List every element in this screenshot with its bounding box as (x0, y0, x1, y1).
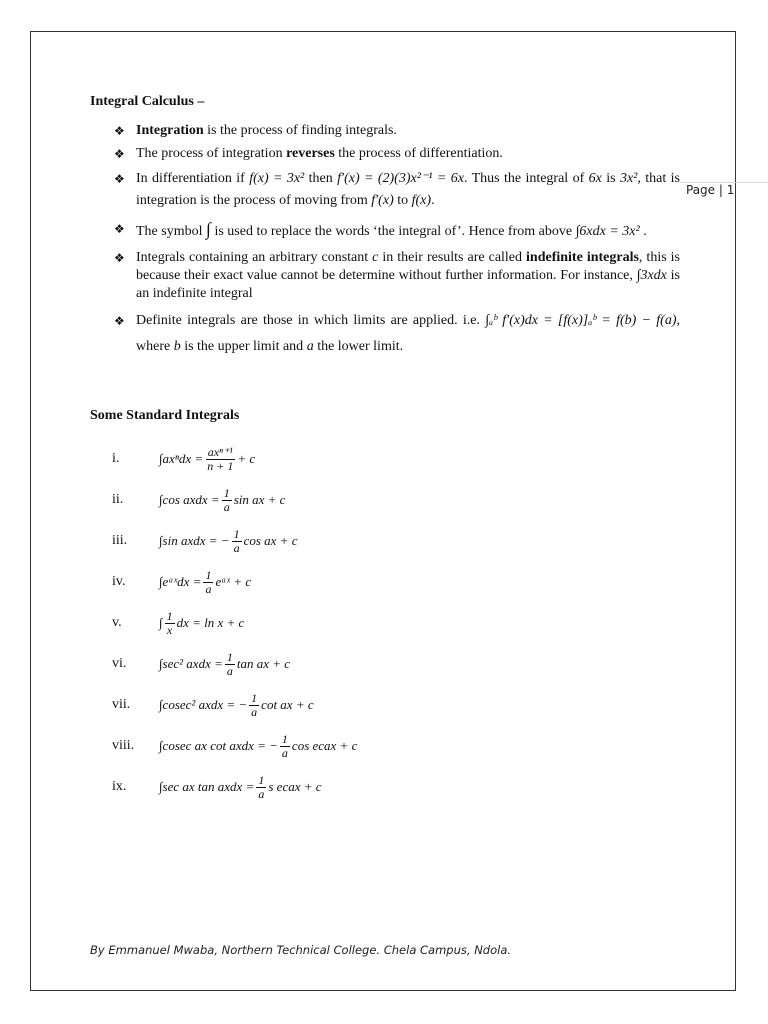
page-number: Page | 1 (686, 183, 735, 197)
bullet-list (114, 122, 680, 365)
math-expression: c (372, 250, 379, 265)
bold-term: Integration (136, 123, 204, 138)
formula: ∫sec² axdx = $\frac{1}{a}$ tan ax + c (159, 649, 291, 678)
formula: ∫sin axdx = − $\frac{1}{a}$ cos ax + c (159, 526, 298, 555)
formula-item: iv. ∫eᵃˣdx = $\frac{1}{a}$ eᵃˣ + c (112, 561, 512, 602)
formula-item: ix. ∫sec ax tan axdx = $\frac{1}{a}$ s ecax + c (112, 766, 512, 807)
standard-integrals-list (112, 438, 512, 807)
formula-item: v. ∫ $\frac{1}{x}$ dx = ln x + c (112, 602, 512, 643)
formula: ∫cosec² axdx = − $\frac{1}{a}$ cot ax + c (159, 690, 314, 719)
math-expression: f′(x) (371, 193, 394, 208)
bullet-item: ❖ Integrals containing an arbitrary constant c in their results are called indefinite integrals, this is because their exact value cannot be determine without further information. For instance, ∫3xdx is an indefinite integral (114, 250, 680, 301)
formula: ∫sec ax tan axdx = $\frac{1}{a}$ s ecax + c (159, 772, 322, 801)
bullet-item: ❖ The process of integration reverses the process of differentiation. (114, 146, 503, 161)
formula: ∫eᵃˣdx = $\frac{1}{a}$ eᵃˣ + c (159, 567, 252, 596)
math-expression: f(x) (411, 193, 432, 208)
bullet-item: ❖ Definite integrals are those in which limits are applied. i.e. ∫ₐᵇ f′(x)dx = [f(x)]ₐᵇ = f(b) − f(a), where b is the upper limit and a the lower limit. (114, 308, 680, 360)
section-heading: Some Standard Integrals (90, 408, 240, 423)
diamond-bullet-icon: ❖ (114, 251, 125, 265)
formula-item: i. ∫axⁿdx = $\frac{\text{axⁿ⁺¹}}{n + 1}$ + c (112, 438, 512, 479)
math-expression: ∫ₐᵇ f′(x)dx = [f(x)]ₐᵇ = f(b) − f(a) (485, 313, 677, 328)
math-expression: f(x) = 3x² (249, 171, 305, 186)
diamond-bullet-icon: ❖ (114, 147, 125, 161)
diamond-bullet-icon: ❖ (114, 222, 125, 236)
bullet-item: ❖ Integration is the process of finding integrals. (114, 123, 397, 138)
formula: ∫cos axdx = $\frac{1}{a}$ sin ax + c (159, 485, 286, 514)
math-expression: f′(x) = (2)(3)x²⁻¹ = 6x (337, 171, 464, 186)
math-expression: ∫3xdx (636, 268, 667, 283)
bullet-item: ❖ In differentiation if f(x) = 3x² then f′(x) = (2)(3)x²⁻¹ = 6x. Thus the integral of 6x is 3x², that is integration is the process of moving from f′(x) to f(x). (114, 168, 680, 212)
formula-item: iii. ∫sin axdx = − $\frac{1}{a}$ cos ax + c (112, 520, 512, 561)
math-expression: ∫6xdx = 3x² (575, 224, 640, 239)
formula: ∫ $\frac{1}{x}$ dx = ln x + c (159, 608, 245, 637)
diamond-bullet-icon: ❖ (114, 314, 125, 328)
page-footer: By Emmanuel Mwaba, Northern Technical College. Chela Campus, Ndola. (90, 943, 512, 957)
bold-term: reverses (286, 146, 335, 161)
diamond-bullet-icon: ❖ (114, 124, 125, 138)
formula-item: ii. ∫cos axdx = $\frac{1}{a}$ sin ax + c (112, 479, 512, 520)
integral-symbol: ∫ (206, 219, 211, 239)
math-expression: 3x² (619, 171, 638, 186)
bullet-item: ❖ The symbol ∫ is used to replace the words ‘the integral of’. Hence from above ∫6xdx = 3x² . (114, 219, 647, 239)
formula-item: viii. ∫cosec ax cot axdx = − $\frac{1}{a}$ cos ecax + c (112, 725, 512, 766)
formula-item: vii. ∫cosec² axdx = − $\frac{1}{a}$ cot ax + c (112, 684, 512, 725)
document-title: Integral Calculus – (90, 94, 205, 109)
formula-item: vi. ∫sec² axdx = $\frac{1}{a}$ tan ax + c (112, 643, 512, 684)
bold-term: indefinite integrals (526, 250, 639, 265)
formula: ∫cosec ax cot axdx = − $\frac{1}{a}$ cos ecax + c (159, 731, 358, 760)
diamond-bullet-icon: ❖ (114, 172, 125, 186)
math-expression: 6x (588, 171, 602, 186)
formula: ∫axⁿdx = $\frac{\text{axⁿ⁺¹}}{n + 1}$ + c (159, 444, 256, 473)
